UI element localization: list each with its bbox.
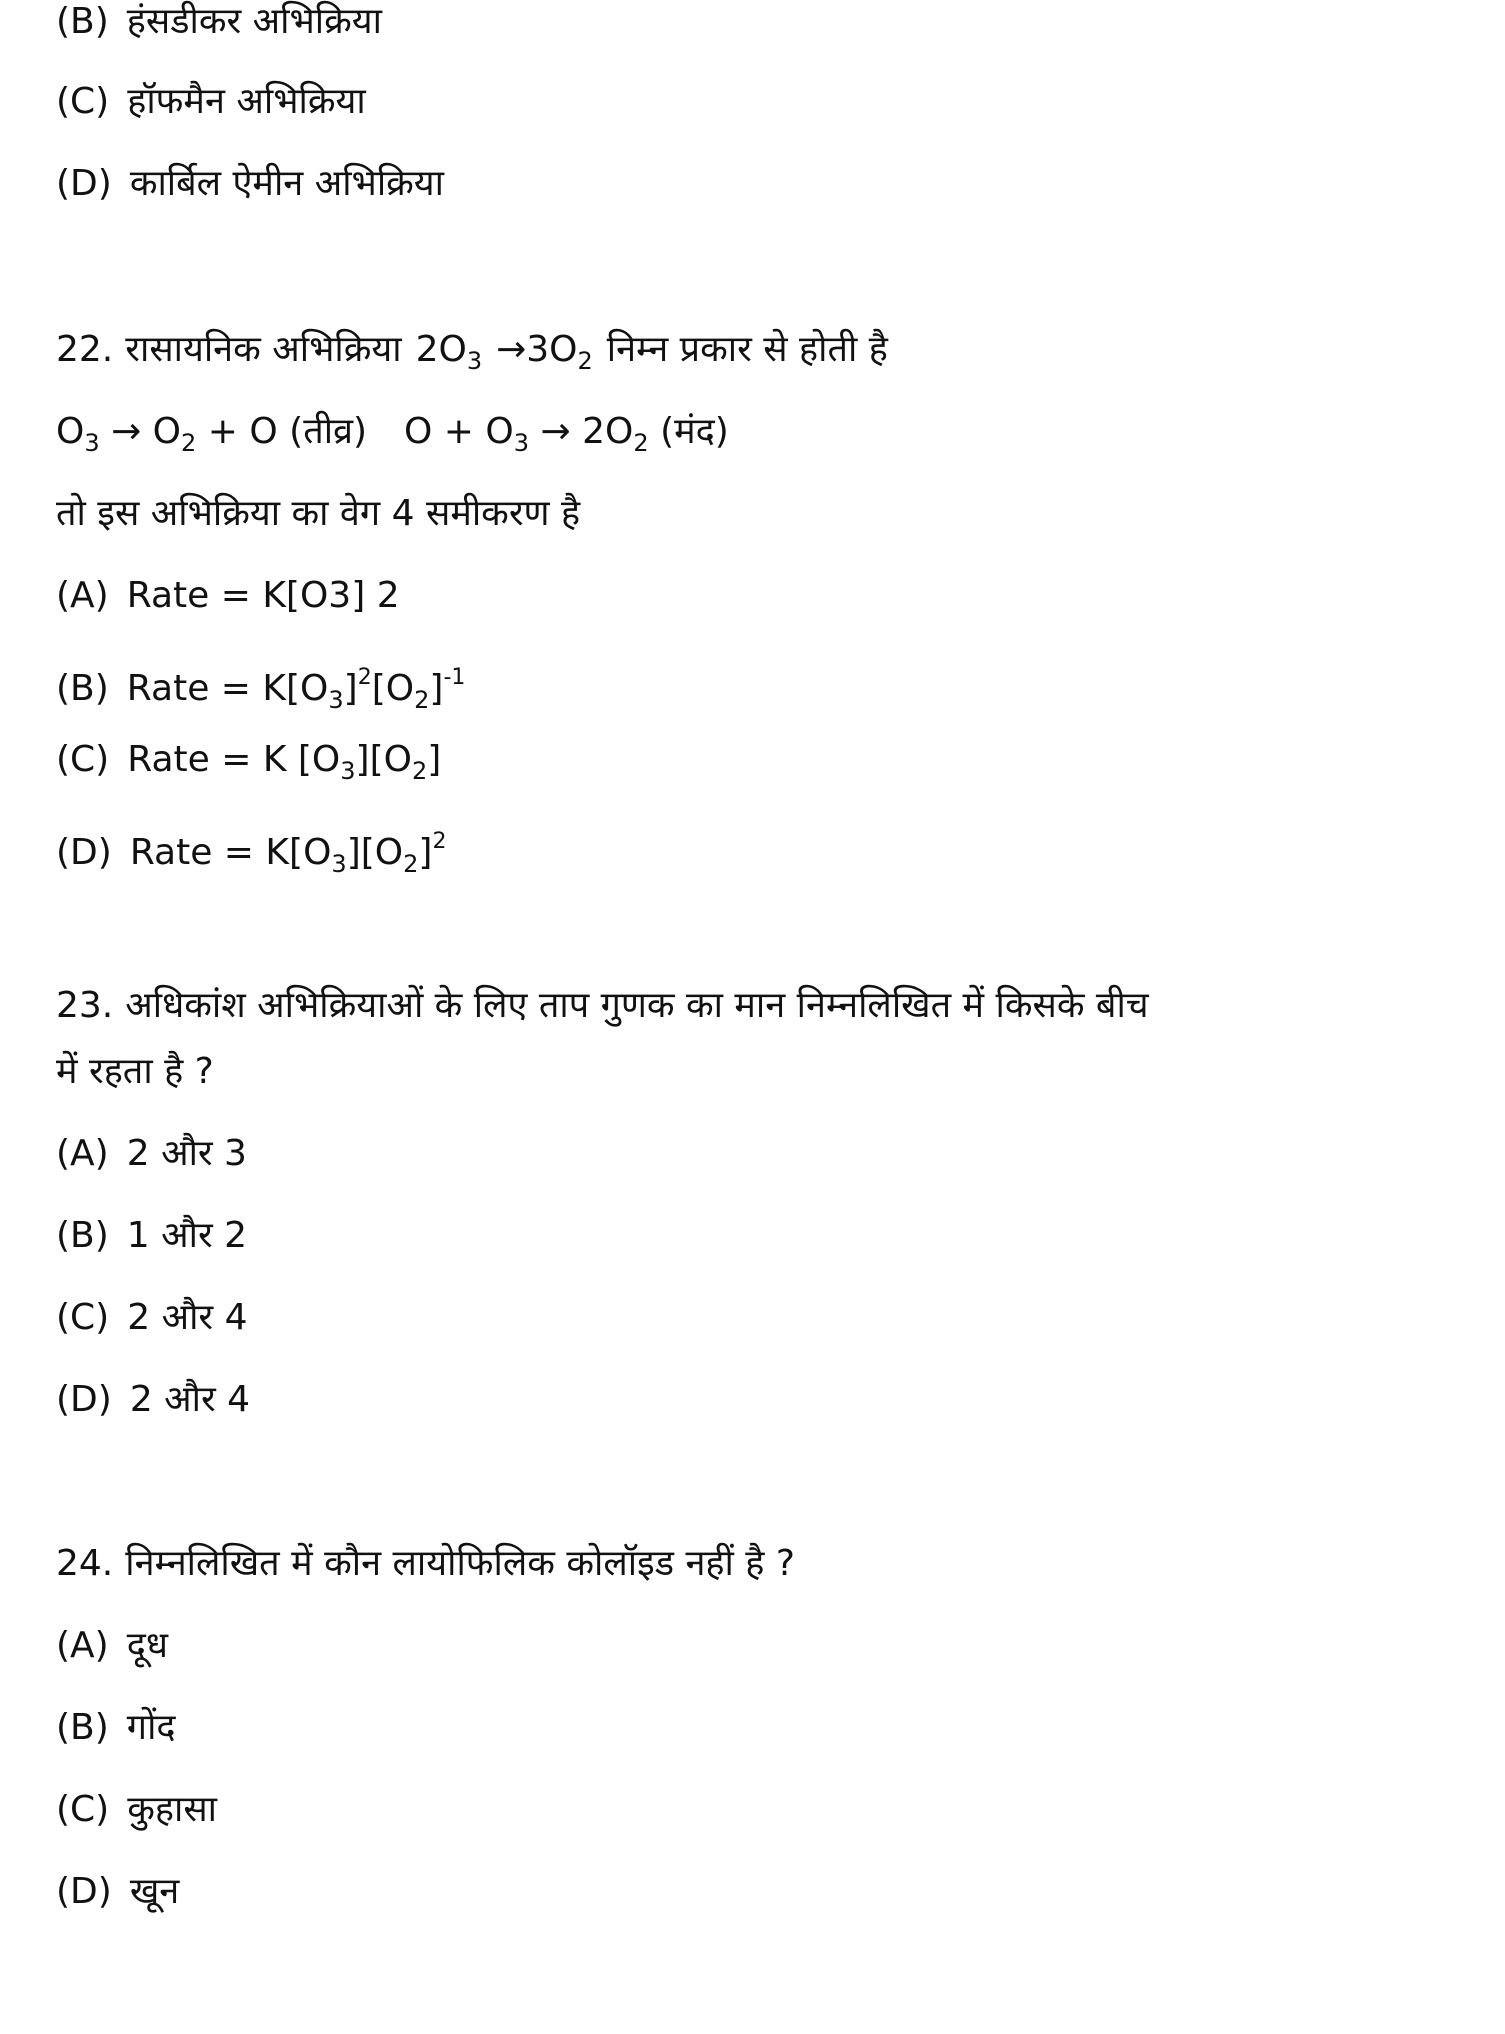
q24-option-c[interactable] xyxy=(56,1788,217,1832)
q23-stem-line1 xyxy=(56,984,1149,1028)
option-text: दूध xyxy=(126,1625,168,1666)
option-label: (C) xyxy=(56,1297,110,1338)
option-label: (C) xyxy=(56,81,110,122)
q22-stem: 22. रासायनिक अभिक्रिया $2O_3 \to 3O_2$ निम्न प्रकार से होती है xyxy=(56,329,888,375)
option-label: (A) xyxy=(56,575,109,616)
q23-stem-line2: में रहता है ? xyxy=(56,1051,214,1092)
option-label: (A) xyxy=(56,1625,109,1666)
option-label: (B) xyxy=(56,1,109,42)
option-text: 2 और 4 xyxy=(129,1379,251,1420)
option-label: (B) xyxy=(56,1215,109,1256)
option-label: (B) xyxy=(56,668,109,709)
q22-option-a[interactable] xyxy=(56,574,400,618)
option-label: (C) xyxy=(56,1789,110,1830)
option-text: कुहासा xyxy=(127,1789,217,1830)
fast-step: + O (तीव्र) xyxy=(207,411,368,452)
option-text: Rate = K[O3] 2 xyxy=(126,575,400,616)
question-number: 22. xyxy=(56,329,114,370)
question-number: 23. xyxy=(56,985,114,1026)
question-text: निम्नलिखित में कौन लायोफिलिक कोलॉइड नहीं है ? xyxy=(125,1543,795,1584)
q22-option-b[interactable]: (B) Rate = $K[O_3]^2[O_2]^{-1}$ xyxy=(56,665,466,714)
q22-question-line: तो इस अभिक्रिया का वेग 4 समीकरण है xyxy=(56,493,581,534)
q24-option-d[interactable] xyxy=(56,1870,179,1914)
option-text: हॉफमैन अभिक्रिया xyxy=(127,81,366,122)
option-text: 1 और 2 xyxy=(126,1215,248,1256)
option-text: 2 और 3 xyxy=(126,1133,247,1174)
option-label: (B) xyxy=(56,1707,109,1748)
option-label: (A) xyxy=(56,1133,109,1174)
option-text: हंसडीकर अभिक्रिया xyxy=(126,1,382,42)
option-text: गोंद xyxy=(126,1707,176,1748)
q22-mechanism: $O_3 \to O_2 + O$ (तीव्र) $O + O_3 \to 2O_2$ (मंद) xyxy=(56,411,729,457)
q23-option-d[interactable] xyxy=(56,1378,250,1422)
q22-option-c[interactable]: (C) Rate = K $[O_3][O_2]$ xyxy=(56,739,442,785)
option-label: (D) xyxy=(56,1379,112,1420)
q23-option-c[interactable] xyxy=(56,1296,247,1340)
q24-option-a[interactable] xyxy=(56,1624,168,1668)
q22-option-d[interactable]: (D) Rate = $K[O_3][O_2]^2$ xyxy=(56,829,447,878)
option-label: (D) xyxy=(56,1871,112,1912)
q23-option-a[interactable] xyxy=(56,1132,247,1176)
prev-option-c xyxy=(56,80,366,124)
option-text: खून xyxy=(129,1871,180,1912)
question-number: 24. xyxy=(56,1543,114,1584)
question-text: रासायनिक अभिक्रिया xyxy=(125,329,402,370)
reaction-product: →3O xyxy=(496,329,578,370)
option-label: (D) xyxy=(56,832,112,873)
question-text: अधिकांश अभिक्रियाओं के लिए ताप गुणक का मान निम्नलिखित में किसके बीच xyxy=(125,985,1149,1026)
prev-option-d xyxy=(56,162,444,206)
option-label: (C) xyxy=(56,739,110,780)
question-text-after: निम्न प्रकार से होती है xyxy=(606,329,888,370)
prev-option-b xyxy=(56,0,382,44)
option-text: कार्बिल ऐमीन अभिक्रिया xyxy=(129,163,445,204)
q24-stem xyxy=(56,1542,795,1586)
option-label: (D) xyxy=(56,163,112,204)
slow-step: (मंद) xyxy=(660,411,729,452)
reaction-reactant: 2O xyxy=(415,329,467,370)
q24-option-b[interactable] xyxy=(56,1706,176,1750)
q23-option-b[interactable] xyxy=(56,1214,247,1258)
option-text: 2 और 4 xyxy=(127,1297,248,1338)
